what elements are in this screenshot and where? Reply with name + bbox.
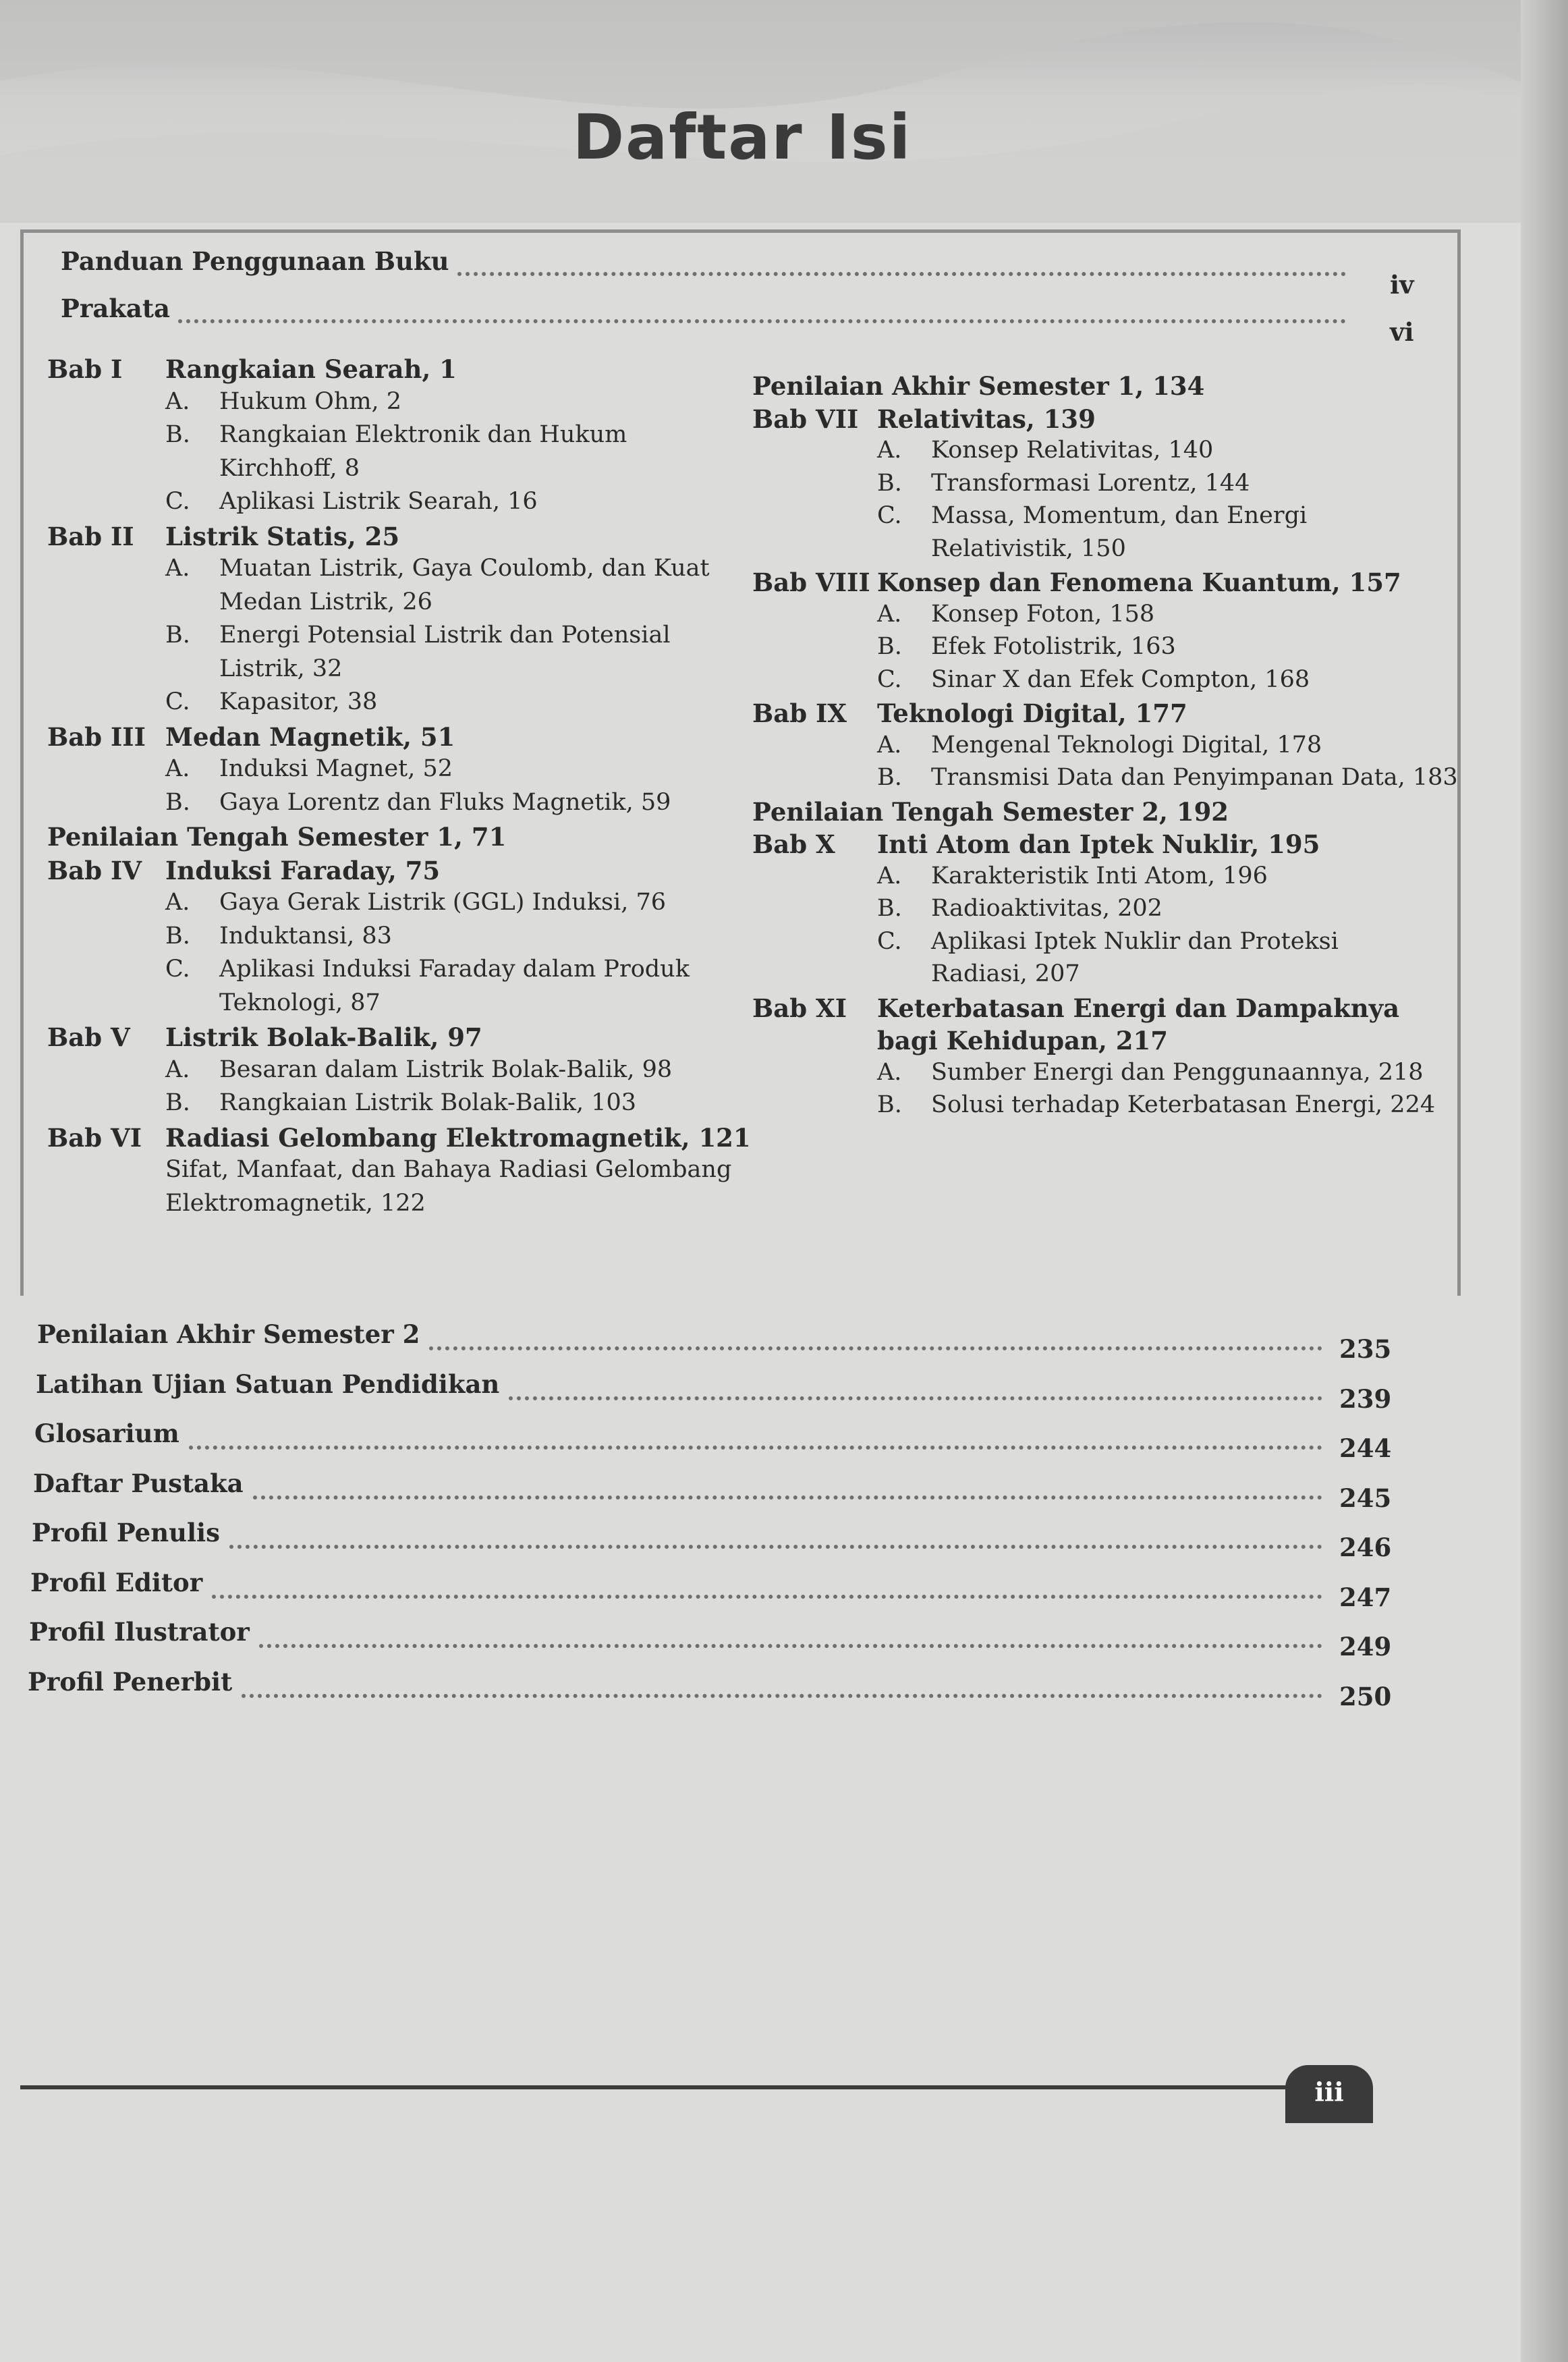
section-title: Aplikasi Iptek Nuklir dan Proteksi <box>931 927 1339 955</box>
section-title: Gaya Lorentz dan Fluks Magnetik, 59 <box>219 788 671 816</box>
chapter-number: Bab III <box>47 721 146 752</box>
toc-entry-label: Profil Penerbit <box>28 1666 233 1697</box>
section-letter: B. <box>165 788 190 816</box>
toc-entry-label: Penilaian Akhir Semester 2 <box>37 1319 420 1349</box>
section-title: Hukum Ohm, 2 <box>219 387 402 415</box>
page-number-badge: iii <box>1285 2065 1373 2123</box>
section-letter: B. <box>877 895 902 922</box>
section-letter: B. <box>165 622 190 649</box>
section-letter: C. <box>165 688 190 715</box>
section-title: Sinar X dan Efek Compton, 168 <box>931 665 1310 693</box>
section-title: Karakteristik Inti Atom, 196 <box>931 862 1268 889</box>
section-letter: C. <box>877 502 902 529</box>
chapter-title: Inti Atom dan Iptek Nuklir, 195 <box>877 829 1320 859</box>
section-title: Teknologi, 87 <box>219 989 381 1016</box>
section-letter: C. <box>165 956 190 983</box>
chapter-number: Bab I <box>47 354 123 384</box>
section-title: Relativistik, 150 <box>931 534 1126 562</box>
section-letter: C. <box>877 927 902 955</box>
section-title: Rangkaian Listrik Bolak-Balik, 103 <box>219 1089 637 1116</box>
section-title: Transformasi Lorentz, 144 <box>931 469 1250 497</box>
section-letter: A. <box>165 889 190 916</box>
toc-leader <box>178 319 1346 323</box>
section-title: Aplikasi Induksi Faraday dalam Produk <box>219 956 690 983</box>
chapter-title: Radiasi Gelombang Elektromagnetik, 121 <box>165 1122 751 1153</box>
toc-leader <box>253 1495 1322 1500</box>
section-letter: A. <box>877 437 902 464</box>
toc-leader <box>457 272 1346 276</box>
toc-entry-label: Profil Editor <box>30 1567 203 1597</box>
section-title: Kirchhoff, 8 <box>219 454 360 482</box>
toc-entry-page: 247 <box>1339 1582 1392 1612</box>
section-letter: A. <box>165 755 190 782</box>
section-letter: B. <box>877 764 902 791</box>
section-letter: A. <box>877 862 902 889</box>
section-letter: B. <box>877 1091 902 1118</box>
assessment-entry: Penilaian Akhir Semester 1, 134 <box>752 371 1205 401</box>
section-letter: B. <box>165 922 190 950</box>
toc-entry-page: 246 <box>1339 1533 1392 1562</box>
chapter-title: Induksi Faraday, 75 <box>165 855 441 885</box>
section-title: Medan Listrik, 26 <box>219 588 432 615</box>
assessment-entry: Penilaian Tengah Semester 2, 192 <box>752 796 1229 827</box>
chapter-title: Teknologi Digital, 177 <box>877 698 1187 728</box>
section-title: Besaran dalam Listrik Bolak-Balik, 98 <box>219 1055 673 1083</box>
section-title: Massa, Momentum, dan Energi <box>931 502 1308 529</box>
toc-entry-label: Profil Penulis <box>32 1518 220 1547</box>
toc-entry-page: 244 <box>1339 1433 1392 1463</box>
section-title: Elektromagnetik, 122 <box>165 1189 426 1217</box>
toc-entry-label: Latihan Ujian Satuan Pendidikan <box>36 1369 500 1399</box>
toc-leader <box>212 1595 1322 1599</box>
section-letter: A. <box>165 1055 190 1083</box>
toc-leader <box>259 1644 1322 1648</box>
toc-leader <box>242 1694 1322 1698</box>
chapter-title: Listrik Statis, 25 <box>165 521 400 551</box>
section-letter: A. <box>877 731 902 759</box>
section-letter: C. <box>877 665 902 693</box>
section-title: Transmisi Data dan Penyimpanan Data, 183 <box>931 764 1458 791</box>
section-title: Induktansi, 83 <box>219 922 392 950</box>
chapter-number: Bab VIII <box>752 568 870 597</box>
section-letter: A. <box>877 600 902 628</box>
section-title: Solusi terhadap Keterbatasan Energi, 224 <box>931 1091 1436 1118</box>
toc-leader <box>429 1346 1322 1350</box>
toc-leader <box>509 1396 1322 1400</box>
section-letter: A. <box>165 387 190 415</box>
toc-entry-label: Glosarium <box>34 1419 179 1448</box>
page-edge-shadow <box>1521 0 1568 2362</box>
assessment-entry: Penilaian Tengah Semester 1, 71 <box>47 822 507 852</box>
toc-entry-page: 249 <box>1339 1632 1392 1661</box>
section-letter: B. <box>877 469 902 497</box>
toc-entry-label: Panduan Penggunaan Buku <box>61 246 449 276</box>
chapter-title: Konsep dan Fenomena Kuantum, 157 <box>877 568 1401 597</box>
section-title: Efek Fotolistrik, 163 <box>931 633 1176 660</box>
section-title: Sifat, Manfaat, dan Bahaya Radiasi Gelombang <box>165 1156 732 1183</box>
section-title: Konsep Relativitas, 140 <box>931 437 1214 464</box>
section-letter: C. <box>165 488 190 515</box>
section-title: Gaya Gerak Listrik (GGL) Induksi, 76 <box>219 889 666 916</box>
page-title: Daftar Isi <box>572 101 912 173</box>
toc-entry-label: Profil Ilustrator <box>29 1617 250 1647</box>
chapter-number: Bab V <box>47 1022 130 1052</box>
toc-entry-page: vi <box>1390 317 1414 347</box>
chapter-number: Bab II <box>47 521 134 551</box>
section-title: Radioaktivitas, 202 <box>931 895 1163 922</box>
section-title: Konsep Foton, 158 <box>931 600 1155 628</box>
section-title: Mengenal Teknologi Digital, 178 <box>931 731 1322 759</box>
chapter-title: Rangkaian Searah, 1 <box>165 354 457 384</box>
chapter-title: bagi Kehidupan, 217 <box>877 1026 1169 1055</box>
section-letter: A. <box>877 1058 902 1086</box>
section-letter: B. <box>877 633 902 660</box>
toc-entry-label: Prakata <box>61 294 170 323</box>
section-title: Listrik, 32 <box>219 655 343 682</box>
toc-entry-page: 239 <box>1339 1383 1392 1414</box>
chapter-number: Bab IV <box>47 855 142 885</box>
section-title: Induksi Magnet, 52 <box>219 755 453 782</box>
toc-leader <box>189 1446 1322 1450</box>
section-letter: B. <box>165 1089 190 1116</box>
section-letter: A. <box>165 555 190 582</box>
section-title: Aplikasi Listrik Searah, 16 <box>219 488 538 515</box>
section-title: Radiasi, 207 <box>931 960 1080 987</box>
section-title: Kapasitor, 38 <box>219 688 378 715</box>
footer-rule <box>20 2085 1333 2089</box>
toc-entry-page: 250 <box>1339 1681 1392 1711</box>
section-letter: B. <box>165 421 190 448</box>
toc-entry-page: 235 <box>1339 1334 1392 1364</box>
chapter-title: Listrik Bolak-Balik, 97 <box>165 1022 482 1052</box>
chapter-title: Relativitas, 139 <box>877 404 1096 434</box>
chapter-title: Medan Magnetik, 51 <box>165 721 455 752</box>
section-title: Muatan Listrik, Gaya Coulomb, dan Kuat <box>219 555 710 582</box>
section-title: Rangkaian Elektronik dan Hukum <box>219 421 627 448</box>
toc-entry-label: Daftar Pustaka <box>33 1468 244 1498</box>
chapter-number: Bab IX <box>752 698 847 728</box>
chapter-number: Bab X <box>752 829 835 859</box>
chapter-number: Bab VI <box>47 1122 142 1153</box>
section-title: Energi Potensial Listrik dan Potensial <box>219 622 671 649</box>
toc-leader <box>229 1545 1322 1549</box>
chapter-number: Bab XI <box>752 993 847 1023</box>
chapter-title: Keterbatasan Energi dan Dampaknya <box>877 993 1400 1023</box>
chapter-number: Bab VII <box>752 404 859 434</box>
toc-entry-page: iv <box>1390 270 1414 300</box>
toc-entry-page: 245 <box>1339 1483 1392 1513</box>
section-title: Sumber Energi dan Penggunaannya, 218 <box>931 1058 1424 1086</box>
